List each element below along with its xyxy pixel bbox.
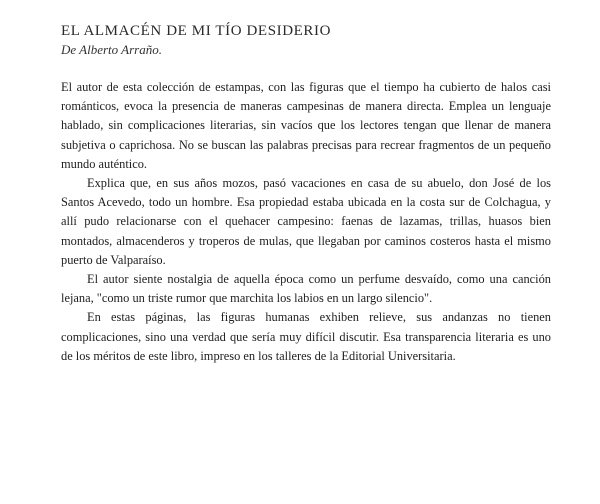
- byline: De Alberto Arraño.: [61, 42, 162, 57]
- paragraph-3: El autor siente nostalgia de aquella época como un perfume desvaído, como una canción lejana, "como un triste rumor que marchita los labios en un largo silencio".: [61, 272, 551, 306]
- paragraph-4: En estas páginas, las figuras humanas exhiben relieve, sus andanzas no tienen complicaciones, sino una verdad que sería muy difícil discutir. Esa transparencia literaria es uno de los méritos de este libro, impreso en los talleres de la Editorial Universitaria.: [61, 310, 551, 363]
- document-page: [61, 22, 551, 366]
- paragraph-1: El autor de esta colección de estampas, con las figuras que el tiempo ha cubierto de halos casi románticos, evoca la presencia de maneras campesinas de manera directa. Emplea un lenguaje hablado, sin complicaciones literarias, sin vacíos que los lectores tengan que llenar de manera subjetiva o caprichosa. No se buscan las palabras precisas para recrear fragmentos de un pequeño mundo auténtico.: [61, 80, 551, 171]
- document-body: [61, 78, 551, 366]
- page-title: EL ALMACÉN DE MI TÍO DESIDERIO: [61, 23, 332, 39]
- paragraph-2: Explica que, en sus años mozos, pasó vacaciones en casa de su abuelo, don José de los Santos Acevedo, todo un hombre. Esa propiedad estaba ubicada en la costa sur de Colchagua, y allí pudo relacionarse con el quehacer campesino: faenas de lazamas, trillas, huasos bien montados, almacenderos y troperos de mulas, que llegaban por caminos costeros hasta el mismo puerto de Valparaíso.: [61, 176, 551, 267]
